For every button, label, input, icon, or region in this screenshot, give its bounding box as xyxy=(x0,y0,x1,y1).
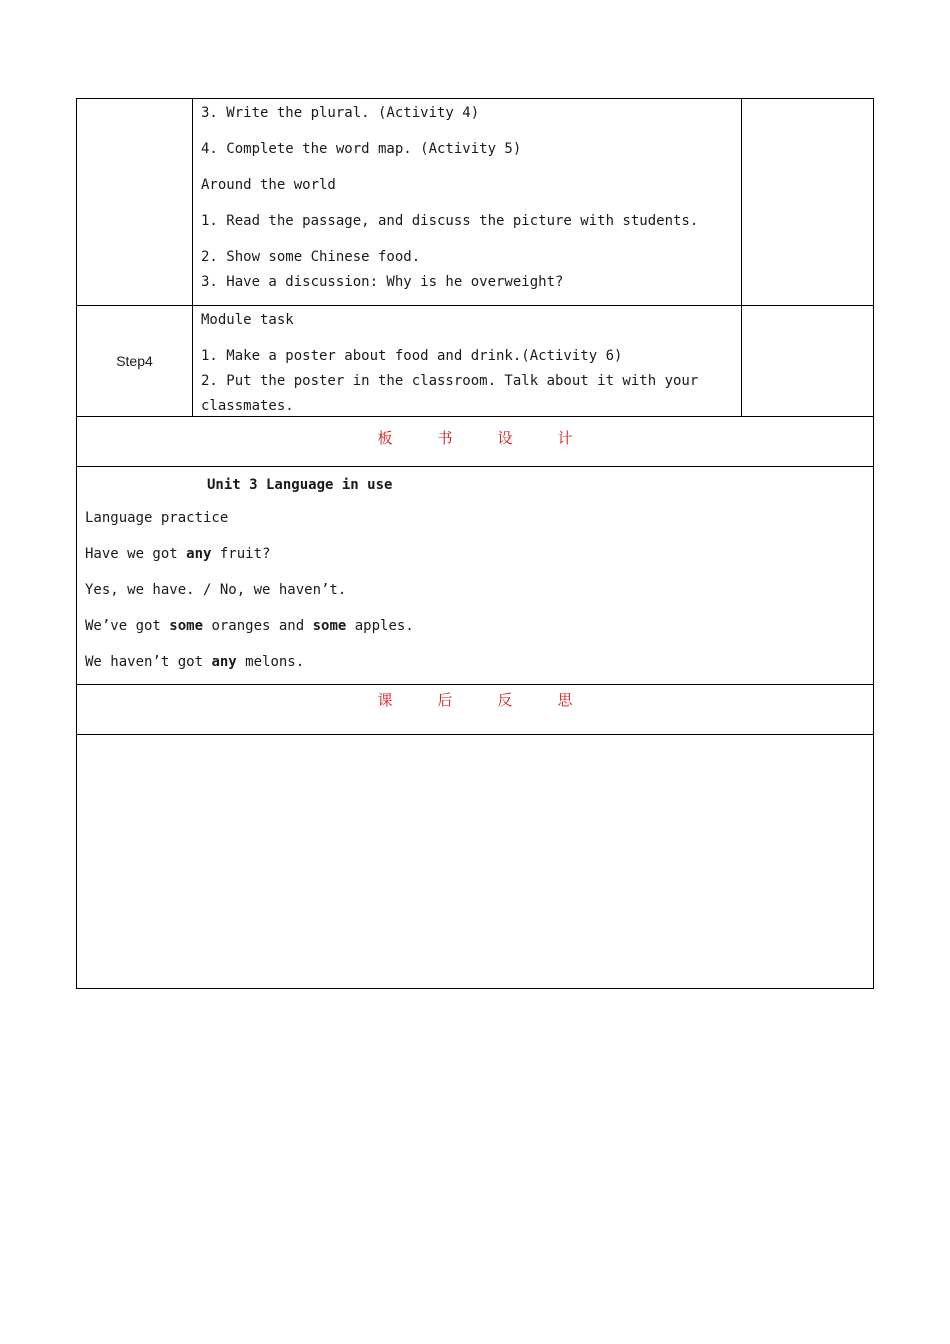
board-design-content-row xyxy=(77,467,874,685)
reflection-heading-row xyxy=(77,685,874,735)
text-segment: melons. xyxy=(236,654,305,670)
step4-line: classmates. xyxy=(201,398,294,414)
keyword-some: some xyxy=(312,618,347,634)
board-title: Unit 3 Language in use xyxy=(207,477,393,493)
text-segment: We haven’t got xyxy=(85,654,212,670)
step4-content-cell xyxy=(193,306,742,417)
reflection-heading-cell xyxy=(77,685,874,735)
board-design-heading-row xyxy=(77,417,874,467)
text-segment: oranges and xyxy=(203,618,313,634)
reflection-heading: 课 后 反 思 xyxy=(377,691,591,709)
procedure-line: Around the world xyxy=(201,177,336,193)
board-any-line xyxy=(85,652,865,672)
keyword-any: any xyxy=(211,654,237,670)
reflection-content-cell xyxy=(77,735,874,989)
procedure-line: 3. Have a discussion: Why is he overweight? xyxy=(201,274,564,290)
reflection-content-row xyxy=(77,735,874,989)
notes-cell xyxy=(742,306,874,417)
procedure-line: 2. Show some Chinese food. xyxy=(201,249,421,265)
board-design-content-cell xyxy=(77,467,874,685)
lesson-plan-table xyxy=(76,98,874,989)
procedure-line: 1. Read the passage, and discuss the picture with students. xyxy=(201,213,699,229)
keyword-any: any xyxy=(186,546,212,562)
step4-label: Step4 xyxy=(77,306,193,417)
text-segment: apples. xyxy=(346,618,414,634)
procedure-line: 4. Complete the word map. (Activity 5) xyxy=(201,141,522,157)
board-design-heading-cell xyxy=(77,417,874,467)
board-question-line xyxy=(85,544,865,564)
board-some-line xyxy=(85,616,865,636)
step-label-cell-empty xyxy=(77,99,193,306)
step4-line: 1. Make a poster about food and drink.(Activity 6) xyxy=(201,348,623,364)
board-subtitle: Language practice xyxy=(85,510,229,526)
board-design-heading: 板 书 设 计 xyxy=(377,429,591,447)
text-segment: fruit? xyxy=(211,546,271,562)
step4-line: Module task xyxy=(201,312,294,328)
board-answer-line: Yes, we have. / No, we haven’t. xyxy=(85,582,347,598)
procedure-line: 3. Write the plural. (Activity 4) xyxy=(201,105,480,121)
procedure-content-cell xyxy=(193,99,742,306)
procedure-row xyxy=(77,99,874,306)
keyword-some: some xyxy=(169,618,204,634)
step4-row xyxy=(77,306,874,417)
text-segment: We’ve got xyxy=(85,618,170,634)
notes-cell xyxy=(742,99,874,306)
step4-line: 2. Put the poster in the classroom. Talk about it with your xyxy=(201,373,699,389)
text-segment: Have we got xyxy=(85,546,187,562)
